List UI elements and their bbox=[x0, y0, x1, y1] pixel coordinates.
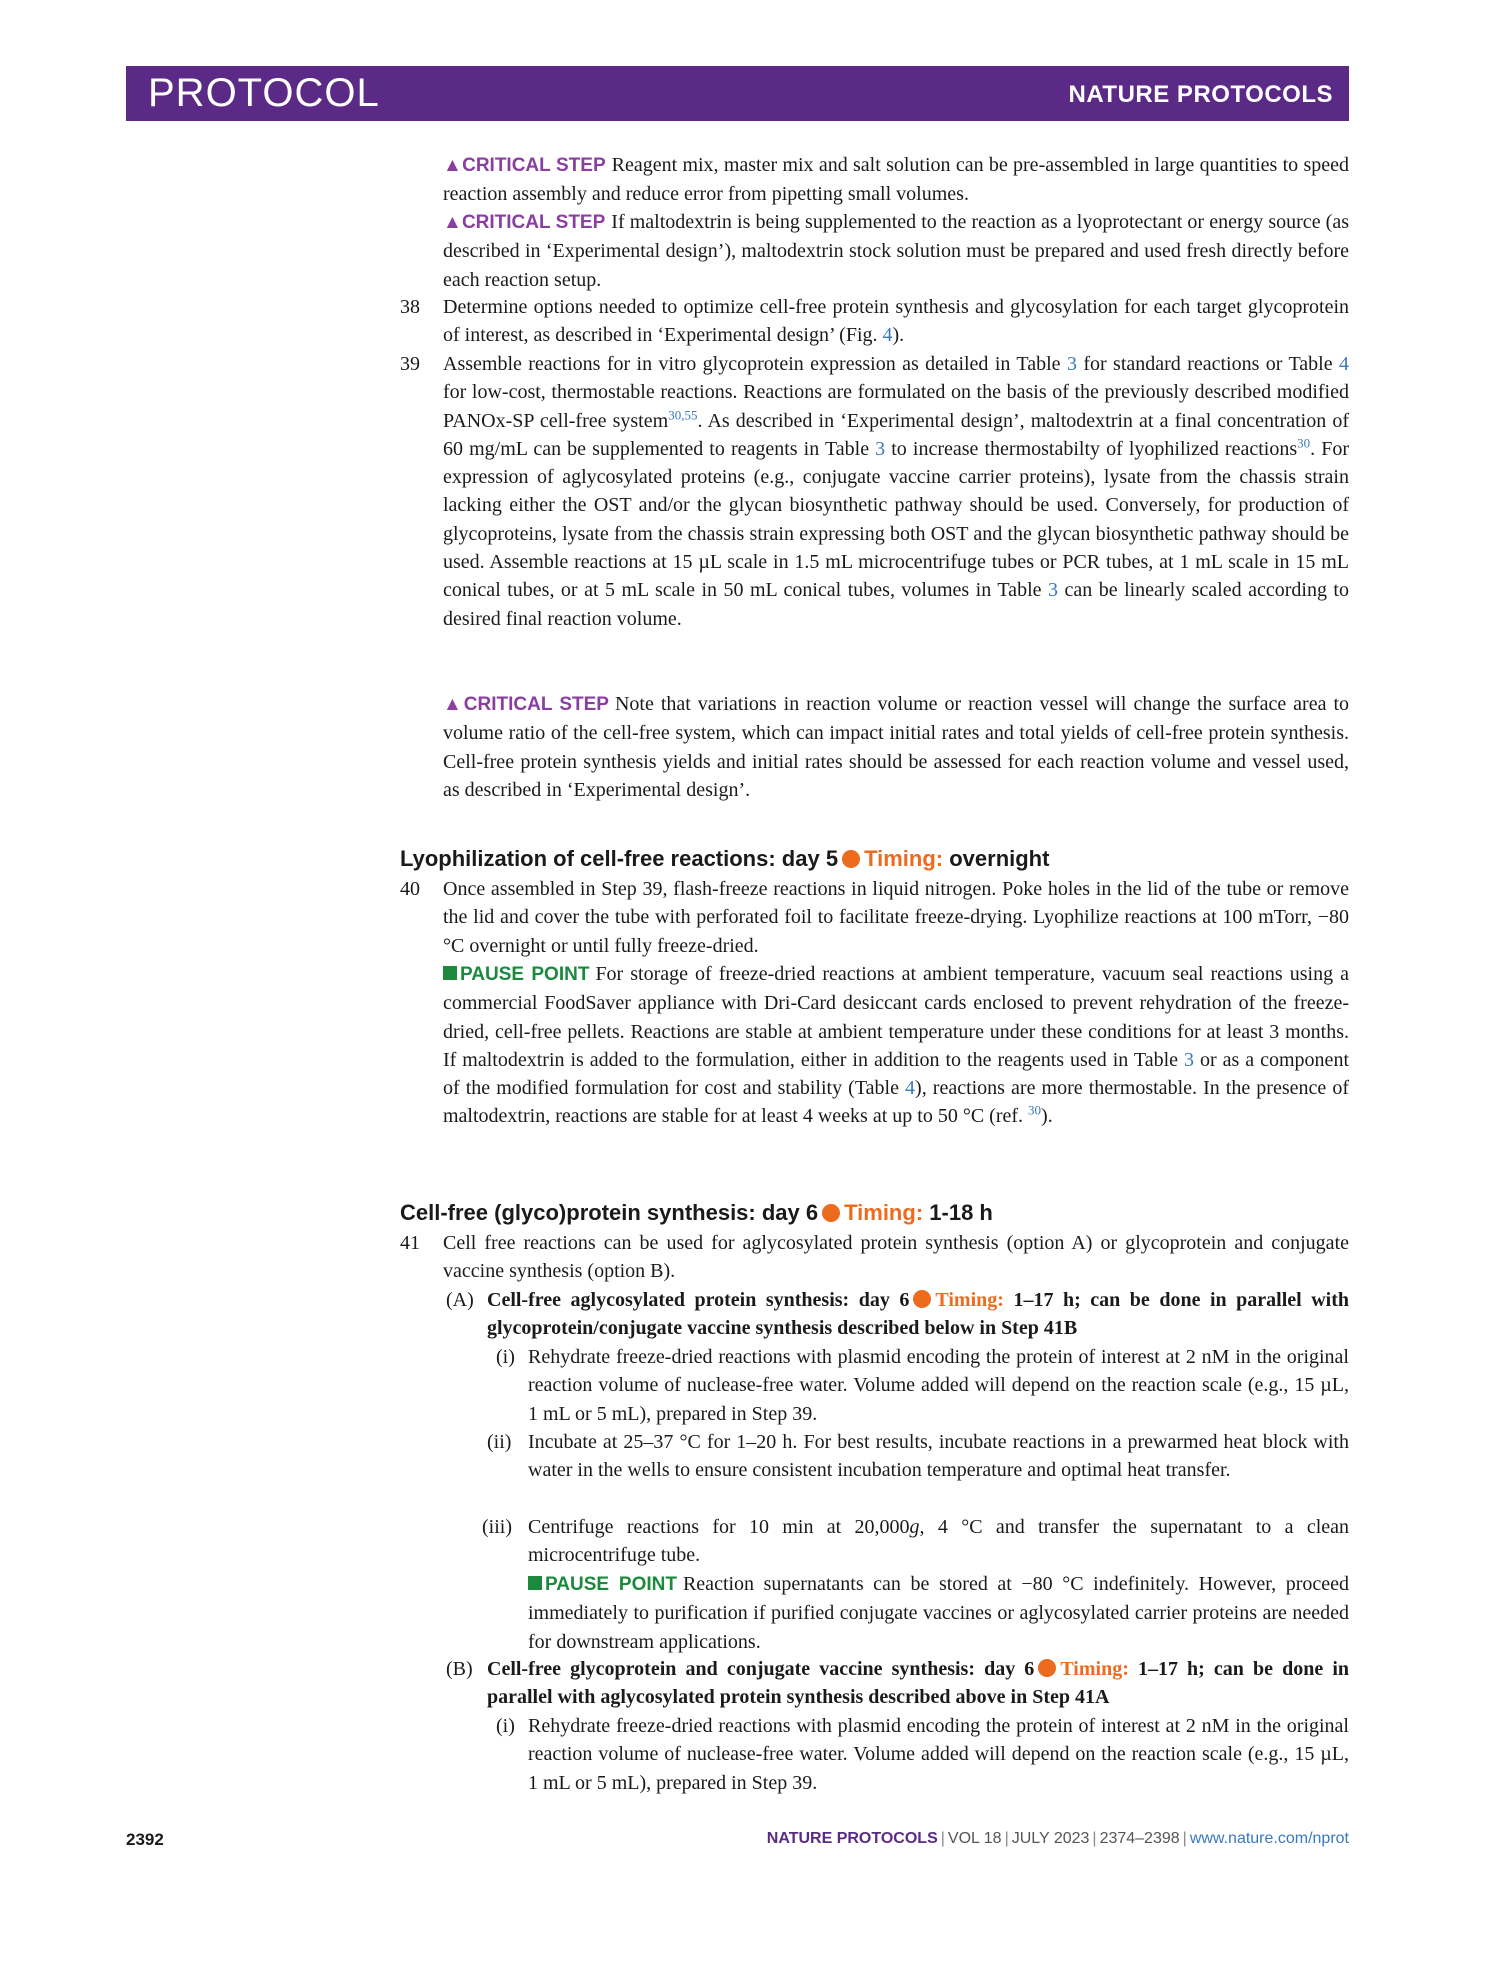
table-link[interactable]: 4 bbox=[905, 1077, 916, 1100]
step-number: 41 bbox=[400, 1232, 420, 1254]
warning-triangle-icon: ▲ bbox=[443, 212, 462, 233]
critical-step-2: ▲CRITICAL STEP If maltodextrin is being supplemented to the reaction as a lyoprotectant or energy source (as described in ‘Experimental design’), maltodextrin stock solution must be prepared and used fresh directly before each reaction setup. bbox=[443, 211, 1350, 291]
pause-point-label: PAUSE POINT bbox=[545, 1574, 677, 1595]
step-number: 39 bbox=[400, 353, 420, 375]
footer-citation: NATURE PROTOCOLS | VOL 18 | JULY 2023 | 2374–2398 | www.nature.com/nprot bbox=[766, 1830, 1349, 1847]
substep-label: (i) bbox=[496, 1715, 515, 1737]
citation-link[interactable]: 30 bbox=[1297, 435, 1311, 451]
section-heading-cell-free: Cell-free (glyco)protein synthesis: day 6 Timing: 1-18 h bbox=[400, 1200, 993, 1225]
warning-triangle-icon: ▲ bbox=[443, 155, 463, 176]
table-link[interactable]: 3 bbox=[1184, 1048, 1194, 1071]
footer-journal: NATURE PROTOCOLS bbox=[766, 1830, 938, 1847]
option-label: (A) bbox=[446, 1289, 474, 1311]
pause-point-1: PAUSE POINT For storage of freeze-dried reactions at ambient temperature, vacuum seal reactions using a commercial FoodSaver appliance with Dri-Card desiccant cards enclosed to prevent rehydration of the freeze-dried, cell-free pellets. Reactions are stable at ambient temperature under these conditions for at least 3 months. If maltodextrin is added to the formulation, either in addition to the reagents used in Table 3 or as a component of the modified formulation for cost and stability (Table 4), reactions are more thermostable. In the presence of maltodextrin, reactions are stable for at least 4 weeks at up to 50 °C (ref. $^{30}$). bbox=[443, 963, 1350, 1128]
step-number: 38 bbox=[400, 296, 420, 318]
substep-label: (iii) bbox=[482, 1516, 512, 1538]
pause-point-label: PAUSE POINT bbox=[460, 964, 590, 985]
table-link[interactable]: 3 bbox=[875, 437, 886, 460]
step-40: Once assembled in Step 39, flash-freeze reactions in liquid nitrogen. Poke holes in the lid of the tube or remove the lid and cover the tube with perforated foil to facilitate freeze-drying. Lyophilize reactions at 100 mTorr, −80 °C overnight or until fully freeze-dried. bbox=[443, 878, 1349, 957]
step-41: Cell free reactions can be used for aglycosylated protein synthesis (option A) or glycoprotein and conjugate vaccine synthesis (option B). bbox=[443, 1232, 1349, 1283]
table-link[interactable]: 3 bbox=[1066, 353, 1077, 375]
header-bar bbox=[126, 66, 1349, 121]
step-38: Determine options needed to optimize cell-free protein synthesis and glycosylation for each target glycoprotein of interest, as described in ‘Experimental design’ (Fig. 4). bbox=[443, 296, 1349, 347]
pause-square-icon bbox=[528, 1576, 542, 1590]
section-label: PROTOCOL bbox=[148, 71, 380, 115]
step-39: Assemble reactions for in vitro glycoprotein expression as detailed in Table 3 for standard reactions or Table 4 for low-cost, thermostable reactions. Reactions are formulated on the basis of the previously described modified PANOx-SP cell-free system$^{30,55}$. As described in ‘Experimental design’, maltodextrin at a final concentration of 60 mg/mL can be supplemented to reagents in Table 3 to increase thermostabilty of lyophilized reactions$^{30}$. For expression of aglycosylated proteins (e.g., conjugate vaccine carrier proteins), lysate from the chassis strain lacking either the OST and/or the glycan biosynthetic pathway should be used. Conversely, for production of glycoproteins, lysate from the chassis strain expressing both OST and the glycan biosynthetic pathway should be used. Assemble reactions at 15 µL scale in 1.5 mL microcentrifuge tubes or PCR tubes, at 1 mL scale in 15 mL conical tubes, or at 5 mL scale in 50 mL conical tubes, volumes in Table 3 can be linearly scaled according to desired final reaction volume. bbox=[443, 353, 1349, 630]
substep-label: (i) bbox=[496, 1346, 515, 1368]
warning-triangle-icon: ▲ bbox=[443, 694, 464, 715]
table-link[interactable]: 3 bbox=[1047, 579, 1058, 602]
step-number: 40 bbox=[400, 878, 420, 900]
section-heading-lyophilization: Lyophilization of cell-free reactions: day 5 Timing: overnight bbox=[400, 846, 1050, 871]
timing-dot-icon bbox=[842, 850, 860, 868]
citation-link[interactable]: 30 bbox=[1028, 1102, 1042, 1118]
critical-step-label: CRITICAL STEP bbox=[463, 694, 609, 715]
option-a-step-i: Rehydrate freeze-dried reactions with plasmid encoding the protein of interest at 2 nM in the original reaction volume of nuclease-free water. Volume added will depend on the reaction scale (e.g., 15 µL, 1 mL or 5 mL), prepared in Step 39. bbox=[528, 1346, 1349, 1425]
timing-dot-icon bbox=[1038, 1659, 1056, 1677]
timing-dot-icon bbox=[822, 1204, 840, 1222]
timing-dot-icon bbox=[913, 1290, 931, 1308]
option-label: (B) bbox=[446, 1658, 473, 1680]
pause-square-icon bbox=[443, 966, 457, 980]
critical-step-label: CRITICAL STEP bbox=[462, 155, 606, 176]
critical-step-1: ▲CRITICAL STEP Reagent mix, master mix and salt solution can be pre-assembled in large quantities to speed reaction assembly and reduce error from pipetting small volumes. bbox=[443, 154, 1350, 206]
option-a-step-ii: Incubate at 25–37 °C for 1–20 h. For best results, incubate reactions in a prewarmed heat block with water in the wells to ensure consistent incubation temperature and optimal heat transfer. bbox=[528, 1431, 1349, 1482]
citation-link[interactable]: 30,55 bbox=[668, 406, 698, 422]
option-b-step-i: Rehydrate freeze-dried reactions with plasmid encoding the protein of interest at 2 nM in the original reaction volume of nuclease-free water. Volume added will depend on the reaction scale (e.g., 15 µL, 1 mL or 5 mL), prepared in Step 39. bbox=[528, 1715, 1349, 1794]
option-a-step-iii: Centrifuge reactions for 10 min at 20,000g, 4 °C and transfer the supernatant to a clean microcentrifuge tube. bbox=[528, 1516, 1350, 1567]
option-b-heading: Cell-free glycoprotein and conjugate vaccine synthesis: day 6 Timing: 1–17 h; can be done in parallel with aglycosylated protein synthesis described above in Step 41A bbox=[487, 1658, 1349, 1709]
pause-point-2: PAUSE POINT Reaction supernatants can be stored at −80 °C indefinitely. However, proceed immediately to purification if purified conjugate vaccines or aglycosylated carrier proteins are needed for downstream applications. bbox=[528, 1573, 1349, 1653]
page-number: 2392 bbox=[126, 1830, 164, 1849]
journal-name: NATURE PROTOCOLS bbox=[1068, 81, 1333, 108]
table-link[interactable]: 4 bbox=[1339, 353, 1349, 375]
journal-url-link[interactable]: www.nature.com/nprot bbox=[1189, 1830, 1349, 1847]
critical-step-label: CRITICAL STEP bbox=[461, 212, 606, 233]
critical-step-3: ▲CRITICAL STEP Note that variations in reaction volume or reaction vessel will change the surface area to volume ratio of the cell-free system, which can impact initial rates and total yields of cell-free protein synthesis. Cell-free protein synthesis yields and initial rates should be assessed for each reaction volume and vessel used, as described in ‘Experimental design’. bbox=[443, 693, 1350, 801]
option-a-heading: Cell-free aglycosylated protein synthesis: day 6 Timing: 1–17 h; can be done in parallel with glycoprotein/conjugate vaccine synthesis described below in Step 41B bbox=[487, 1289, 1350, 1340]
substep-label: (ii) bbox=[487, 1431, 512, 1453]
figure-link[interactable]: 4 bbox=[882, 324, 893, 347]
